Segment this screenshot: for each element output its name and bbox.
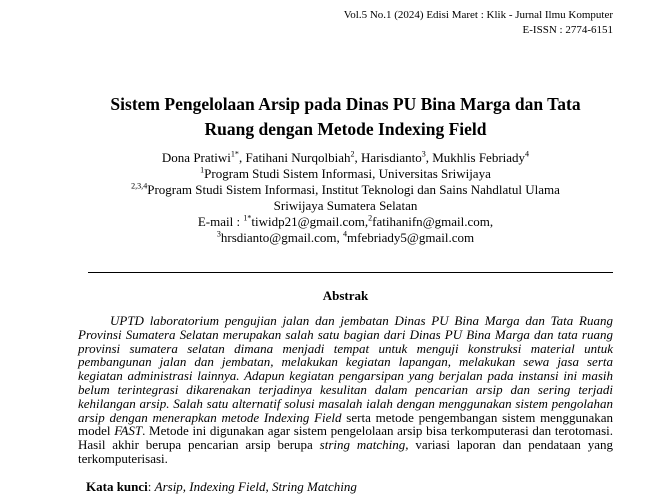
article-title-line1: Sistem Pengelolaan Arsip pada Dinas PU Bina Marga dan Tata	[110, 94, 581, 114]
journal-issn-line: E-ISSN : 2774-6151	[522, 23, 613, 36]
email-line-1	[78, 214, 613, 230]
abstract-segment: FAST	[114, 423, 143, 439]
author-separator: ,	[425, 150, 433, 165]
abstract-paragraph	[78, 314, 613, 466]
author-separator: ,	[354, 150, 362, 165]
keywords-separator: :	[147, 478, 155, 494]
email-label: E-mail :	[197, 214, 244, 229]
abstract-segment: string matching,	[319, 437, 409, 453]
author-superscript: 1*	[230, 149, 239, 159]
author-superscript: 4	[525, 149, 530, 159]
article-title	[78, 92, 613, 142]
author-name: Harisdianto	[361, 150, 422, 165]
keywords-value: Arsip, Indexing Field, String Matching	[154, 478, 357, 494]
email-line-2	[78, 230, 613, 246]
affiliation-text: Program Studi Sistem Informasi, Institut Teknologi dan Sains Nahdlatul Ulama	[147, 182, 560, 197]
email-address: mfebriady5@gmail.com	[347, 230, 475, 245]
email-superscript: 1*	[243, 213, 252, 223]
abstract-segment: UPTD laboratorium pengujian jalan dan jembatan Dinas PU Bina Marga dan Tata Ruang Provinsi Sumatera Selatan merupakan salah satu bagian dari Dinas PU Bina Marga dan tata ruang provinsi sumatera selatan dimana menjadi tempat untuk menguji konstruksi material untuk pembangunan jalan dan jembatan, melakukan kegiatan lapangan, melakukan sewa jasa serta kegiatan administrasi lainnya. Adapun kegiatan pengarsipan yang berjalan pada instansi ini masih belum terintegrasi dikarenakan terjadinya kesulitan dalam pencarian arsip dan sering terjadi kehilangan arsip. Salah satu alternatif solusi masalah ialah dengan menggunakan sistem pengolahan arsip dengan menerapkan metode Indexing Field	[78, 313, 613, 425]
email-superscript: 4	[342, 229, 347, 239]
affiliation-text: Program Studi Sistem Informasi, Universitas Sriwijaya	[204, 166, 491, 181]
affiliation-line-1	[78, 166, 613, 182]
authors-line	[78, 150, 613, 166]
author-superscript: 3	[421, 149, 426, 159]
abstract-heading: Abstrak	[322, 288, 369, 303]
email-superscript: 3	[216, 229, 221, 239]
author-separator: ,	[238, 150, 246, 165]
email-address: tiwidp21@gmail.com,	[251, 214, 369, 229]
abstract-segment: variasi laporan dan pendataan yang terkomputerisasi.	[78, 437, 613, 466]
article-title-line2: Ruang dengan Metode Indexing Field	[204, 119, 487, 139]
abstract-segment: serta metode pengembangan sistem menggunakan model	[78, 409, 613, 439]
author-name: Dona Pratiwi	[161, 150, 231, 165]
affiliation-line-2	[78, 182, 613, 198]
abstract-segment: . Metode ini digunakan agar sistem pengelolaan arsip bisa terkomputerasi dan terotomasi. Hasil akhir berupa pencarian arsip berupa	[78, 423, 613, 453]
email-superscript: 2	[368, 213, 373, 223]
email-address: fatihanifn@gmail.com,	[372, 214, 494, 229]
author-name: Mukhlis Febriady	[432, 150, 526, 165]
author-superscript: 2	[350, 149, 355, 159]
keywords-line	[78, 479, 613, 495]
affiliation-superscript: 2,3,4	[131, 181, 148, 191]
keywords-label: Kata kunci	[86, 478, 148, 494]
journal-volume-line: Vol.5 No.1 (2024) Edisi Maret : Klik - Jurnal Ilmu Komputer	[343, 9, 613, 21]
email-address: hrsdianto@gmail.com,	[220, 230, 343, 245]
section-divider	[88, 272, 613, 273]
author-name: Fatihani Nurqolbiah	[245, 150, 351, 165]
affiliation-line-3: Sriwijaya Sumatera Selatan	[273, 198, 418, 213]
affiliation-superscript: 1	[200, 165, 205, 175]
journal-header	[78, 8, 613, 37]
author-block	[78, 150, 613, 246]
